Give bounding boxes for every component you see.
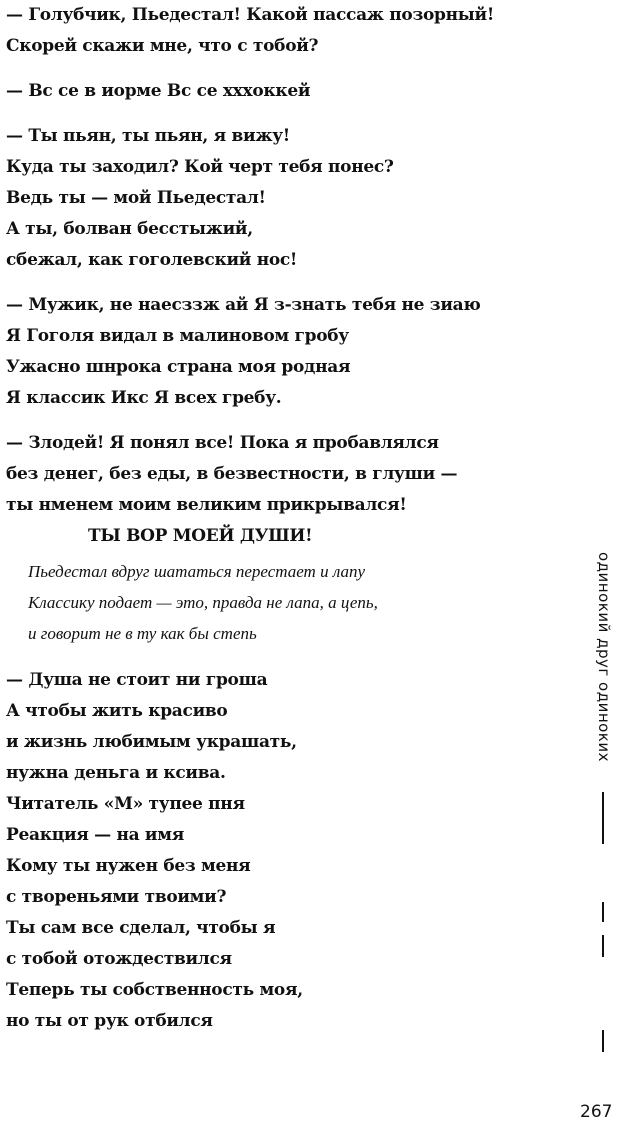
poem-line: ты нменем моим великим прикрывался! [6,495,407,515]
poem-line: Я классик Икс Я всех гребу. [6,388,282,408]
poem-line: Реакция — на имя [6,825,184,845]
poem-line: и жизнь любимым украшать, [6,732,297,752]
poem-line: Я Гоголя видал в малиновом гробу [6,326,349,346]
stanza-6 [6,665,566,1037]
margin-rule [602,792,604,844]
poem-line: Кому ты нужен без меня [6,856,251,876]
poem-line: Ты сам все сделал, чтобы я [6,918,276,938]
poem-line: — Вс се в иорме Вс се хххоккей [6,81,311,101]
running-head [589,552,619,1092]
poem-line: нужна деньга и ксива. [6,763,226,783]
stage-direction-line: и говорит не в ту как бы степь [28,624,257,643]
poem-text [6,0,566,1051]
margin-rule [602,902,604,922]
poem-line: Куда ты заходил? Кой черт тебя понес? [6,157,394,177]
stage-direction [28,556,566,649]
poem-line: — Душа не стоит ни гроша [6,670,268,690]
stanza-3 [6,121,566,276]
poem-line: без денег, без еды, в безвестности, в глуши — [6,464,458,484]
stanza-2 [6,76,566,107]
poem-line: А чтобы жить красиво [6,701,228,721]
margin-rule [602,1030,604,1052]
poem-line: Теперь ты собственность моя, [6,980,303,1000]
stage-direction-line: Классику подает — это, правда не лапа, а цепь, [28,593,378,612]
poem-line: Ужасно шнрока страна моя родная [6,357,351,377]
running-head-text: одинокий друг одиноких [595,552,613,762]
poem-line: с тобой отождествился [6,949,232,969]
stanza-1 [6,0,566,62]
stanza-4 [6,290,566,414]
stage-direction-line: Пьедестал вдруг шататься перестает и лапу [28,562,366,581]
poem-line: с твореньями твоими? [6,887,227,907]
poem-line: Читатель «М» тупее пня [6,794,245,814]
shout-line: ТЫ ВОР МОЕЙ ДУШИ! [88,526,313,546]
poem-line: сбежал, как гоголевский нос! [6,250,298,270]
poem-line: А ты, болван бесстыжий, [6,219,253,239]
poem-line: — Злодей! Я понял все! Пока я пробавлялся [6,433,439,453]
poem-line: — Голубчик, Пьедестал! Какой пассаж позорный! [6,5,494,25]
page-number: 267 [580,1102,613,1122]
poem-line: но ты от рук отбился [6,1011,213,1031]
poem-line: — Мужик, не наесззж ай Я з-знать тебя не зиаю [6,295,481,315]
margin-rule [602,935,604,957]
stanza-5 [6,428,566,552]
poem-line: — Ты пьян, ты пьян, я вижу! [6,126,290,146]
poem-line: Скорей скажи мне, что с тобой? [6,36,319,56]
poem-line: Ведь ты — мой Пьедестал! [6,188,266,208]
